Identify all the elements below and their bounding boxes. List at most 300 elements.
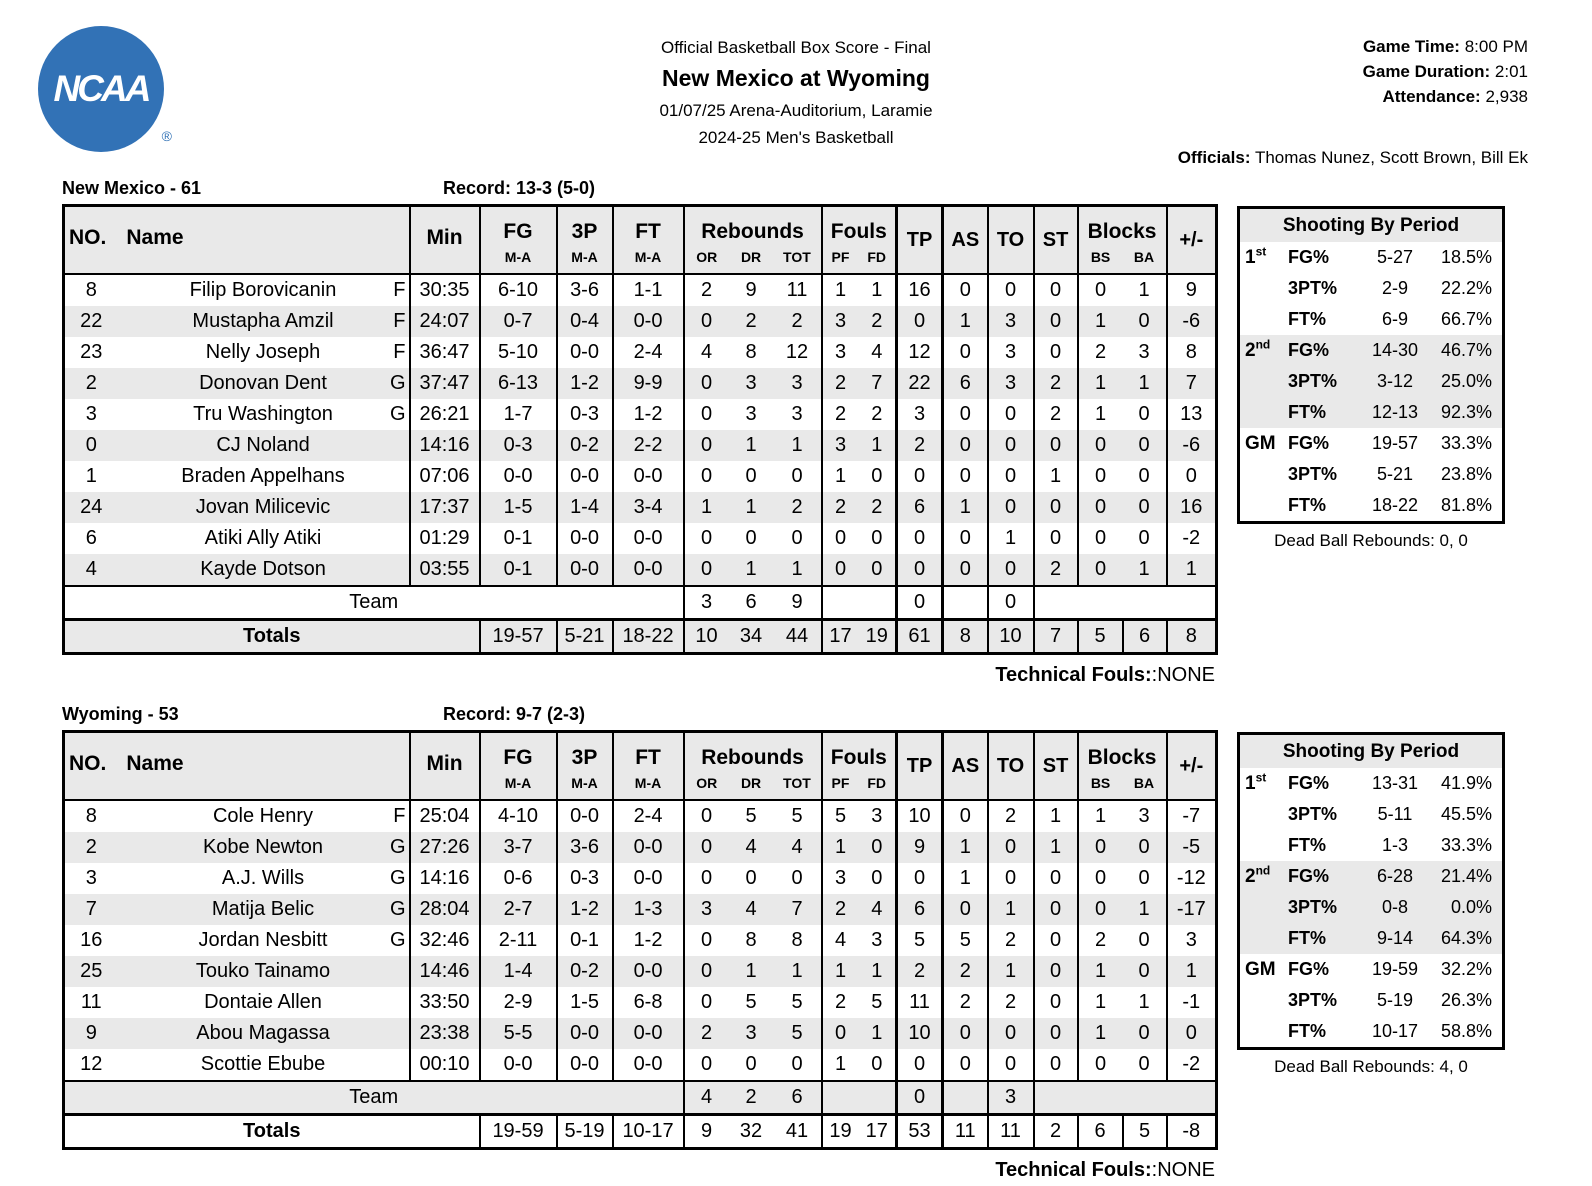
shooting-row — [1240, 459, 1502, 490]
threept-made-att: 0-3 — [557, 399, 613, 430]
threept-made-att: 0-2 — [557, 430, 613, 461]
dead-ball-rebounds: Dead Ball Rebounds: 4, 0 — [1274, 1057, 1468, 1076]
threept-made-att: 1-5 — [557, 987, 613, 1018]
player-number: 8 — [85, 279, 97, 301]
team-head — [62, 704, 1592, 730]
player-number: 3 — [85, 403, 97, 425]
totals-assists: 8 — [943, 620, 988, 654]
total-points: 9 — [897, 832, 943, 863]
team-turnovers: 0 — [988, 586, 1034, 620]
col-header-ft: FT M-A — [613, 732, 684, 801]
turnovers: 0 — [988, 1049, 1034, 1081]
total-points: 5 — [897, 925, 943, 956]
dead-ball-rebounds: Dead Ball Rebounds: 0, 0 — [1274, 531, 1468, 550]
col-header-as: AS — [943, 732, 988, 801]
minutes: 33:50 — [410, 987, 480, 1018]
assists: 0 — [943, 399, 988, 430]
totals-total-rebounds: 41 — [774, 1115, 822, 1149]
player-row — [64, 554, 1217, 586]
total-rebounds: 11 — [774, 274, 822, 306]
blocked-shots: 0 — [1078, 554, 1123, 586]
totals-def-rebounds: 34 — [729, 620, 774, 654]
shooting-row — [1240, 242, 1502, 273]
technical-fouls-line — [62, 664, 1215, 690]
total-rebounds: 5 — [774, 800, 822, 832]
def-rebounds: 0 — [745, 867, 757, 889]
shooting-percentage: 22.2% — [1440, 278, 1492, 298]
shooting-row — [1240, 768, 1502, 799]
player-position: G — [389, 836, 406, 858]
assists: 1 — [943, 832, 988, 863]
total-rebounds: 12 — [774, 337, 822, 368]
personal-fouls: 3 — [822, 306, 859, 337]
col-header-rebounds: Rebounds OR DR TOT — [684, 732, 822, 801]
fouls-drawn: 5 — [859, 987, 897, 1018]
def-rebounds: 1 — [729, 492, 774, 523]
fg-made-att: 2-11 — [480, 925, 557, 956]
shooting-stat-label: FT% — [1288, 1021, 1326, 1041]
blocked-shots: 1 — [1094, 991, 1107, 1013]
totals-ft: 18-22 — [613, 620, 684, 654]
off-rebounds: 3 — [684, 894, 729, 925]
ft-made-att: 1-3 — [613, 894, 684, 925]
fouls-drawn: 4 — [859, 337, 897, 368]
def-rebounds: 3 — [745, 403, 757, 425]
plus-minus: 3 — [1185, 929, 1197, 951]
shooting-made-att: 9-14 — [1376, 928, 1414, 948]
assists: 1 — [943, 492, 988, 523]
off-rebounds: 0 — [700, 465, 713, 487]
shooting-stat-label: FG% — [1288, 959, 1330, 979]
player-number: 2 — [64, 832, 118, 863]
player-number: 25 — [64, 956, 118, 987]
officials-line — [1178, 148, 1528, 168]
turnovers: 3 — [988, 368, 1034, 399]
total-points: 22 — [897, 368, 943, 399]
registered-mark: ® — [161, 128, 172, 144]
off-rebounds: 0 — [700, 805, 713, 827]
game-time-label: Game Time: — [1362, 37, 1460, 56]
shooting-row — [1240, 954, 1502, 985]
player-position: F — [393, 805, 406, 827]
totals-steals: 2 — [1034, 1115, 1078, 1149]
shooting-period-label — [1240, 892, 1288, 923]
shooting-stat-label: FG% — [1288, 773, 1330, 793]
player-row — [64, 800, 1217, 832]
minutes: 03:55 — [410, 554, 480, 586]
shooting-percentage: 66.7% — [1440, 309, 1492, 329]
total-points: 3 — [897, 399, 943, 430]
col-label-no: NO. — [69, 752, 107, 775]
game-time-line — [1363, 34, 1528, 59]
shooting-made-att: 12-13 — [1371, 402, 1419, 422]
shooting-made-att: 0-8 — [1381, 897, 1408, 917]
ft-made-att: 6-8 — [613, 987, 684, 1018]
blocks-against: 3 — [1123, 800, 1167, 832]
steals: 1 — [1034, 832, 1078, 863]
fg-made-att: 6-10 — [480, 274, 557, 306]
shooting-stat-label: 3PT% — [1288, 278, 1338, 298]
plus-minus: 0 — [1185, 465, 1197, 487]
player-position: F — [393, 341, 406, 363]
minutes: 14:46 — [410, 956, 480, 987]
player-row — [64, 274, 1217, 306]
col-header-to: TO — [988, 732, 1034, 801]
shooting-period-label — [1240, 366, 1288, 397]
blocks-against: 0 — [1123, 863, 1167, 894]
assists: 0 — [943, 523, 988, 554]
total-points: 6 — [897, 894, 943, 925]
blocked-shots: 1 — [1094, 403, 1107, 425]
ft-made-att: 0-0 — [613, 523, 684, 554]
fouls-drawn: 1 — [859, 274, 897, 306]
fg-made-att: 5-5 — [480, 1018, 557, 1049]
def-rebounds: 3 — [729, 1018, 774, 1049]
player-name: Abou Magassa — [118, 1018, 410, 1049]
totals-assists: 11 — [943, 1115, 988, 1149]
team-row-label: Team — [64, 586, 684, 620]
player-row — [64, 1049, 1217, 1081]
col-header-st: ST — [1034, 206, 1078, 275]
col-label-name: Name — [126, 226, 184, 249]
fouls-drawn: 3 — [859, 800, 897, 832]
blocked-shots: 1 — [1078, 368, 1123, 399]
total-rebounds: 5 — [774, 987, 822, 1018]
shooting-percentage: 32.2% — [1440, 959, 1492, 979]
team-record: Record: 9-7 (2-3) — [443, 704, 586, 724]
shooting-row — [1240, 490, 1502, 521]
off-rebounds: 0 — [684, 956, 729, 987]
steals: 0 — [1034, 274, 1078, 306]
team-total-rebounds: 6 — [774, 1081, 822, 1115]
blocked-shots: 2 — [1094, 929, 1107, 951]
ft-made-att: 0-0 — [613, 956, 684, 987]
personal-fouls: 3 — [834, 341, 847, 363]
player-row — [64, 306, 1217, 337]
player-name: Filip Borovicanin F — [118, 274, 410, 306]
fouls-drawn: 0 — [859, 1049, 897, 1081]
def-rebounds: 1 — [729, 430, 774, 461]
totals-row — [64, 1115, 1217, 1149]
totals-threept: 5-21 — [557, 620, 613, 654]
def-rebounds: 3 — [729, 368, 774, 399]
blocks-against: 1 — [1123, 274, 1167, 306]
game-duration-value: 2:01 — [1494, 62, 1528, 81]
threept-made-att: 0-2 — [557, 956, 613, 987]
fg-made-att: 1-5 — [480, 492, 557, 523]
shooting-stat-label: 3PT% — [1288, 804, 1338, 824]
threept-made-att: 0-0 — [557, 461, 613, 492]
minutes: 01:29 — [410, 523, 480, 554]
def-rebounds: 8 — [745, 341, 757, 363]
total-points: 0 — [897, 523, 943, 554]
shooting-made-att: 13-31 — [1371, 773, 1419, 793]
player-name: Mustapha Amzil F — [118, 306, 410, 337]
technical-fouls-label: Technical Fouls: — [995, 1159, 1152, 1181]
shooting-row — [1240, 335, 1502, 366]
shooting-period-label: 2nd — [1245, 337, 1271, 361]
shooting-made-att: 6-9 — [1381, 309, 1408, 329]
ft-made-att: 2-2 — [613, 430, 684, 461]
shooting-stat-label: FG% — [1288, 247, 1330, 267]
totals-turnovers: 10 — [988, 620, 1034, 654]
shooting-panel-title: Shooting By Period — [1240, 735, 1502, 768]
fg-made-att: 1-4 — [480, 956, 557, 987]
shooting-row — [1240, 830, 1502, 861]
player-name: Scottie Ebube — [118, 1049, 410, 1081]
steals: 0 — [1034, 925, 1078, 956]
team-record: Record: 13-3 (5-0) — [443, 178, 596, 198]
team-points: 0 — [897, 1081, 943, 1115]
shooting-stat-label: FG% — [1288, 433, 1330, 453]
fg-made-att: 2-9 — [480, 987, 557, 1018]
blocked-shots: 1 — [1094, 805, 1107, 827]
personal-fouls: 3 — [822, 430, 859, 461]
col-header-blocks: Blocks BS BA — [1078, 732, 1167, 801]
player-number: 0 — [64, 430, 118, 461]
off-rebounds: 0 — [700, 991, 713, 1013]
minutes: 26:21 — [410, 399, 480, 430]
steals: 0 — [1034, 894, 1078, 925]
fg-made-att: 0-0 — [480, 1049, 557, 1081]
off-rebounds: 4 — [700, 341, 713, 363]
totals-points: 53 — [897, 1115, 943, 1149]
off-rebounds: 0 — [700, 527, 713, 549]
off-rebounds: 0 — [684, 368, 729, 399]
shooting-stat-label: FG% — [1288, 866, 1330, 886]
totals-blocked-shots: 6 — [1078, 1115, 1123, 1149]
total-points: 0 — [897, 461, 943, 492]
steals: 0 — [1034, 492, 1078, 523]
steals: 2 — [1034, 554, 1078, 586]
turnovers: 0 — [988, 554, 1034, 586]
fg-made-att: 0-0 — [480, 461, 557, 492]
totals-turnovers: 11 — [988, 1115, 1034, 1149]
total-points: 12 — [897, 337, 943, 368]
col-header-no-name — [64, 732, 410, 801]
personal-fouls: 1 — [834, 465, 847, 487]
player-row — [64, 1018, 1217, 1049]
fouls-drawn: 2 — [859, 492, 897, 523]
plus-minus: -5 — [1167, 832, 1217, 863]
fouls-drawn: 1 — [859, 1018, 897, 1049]
assists: 0 — [943, 554, 988, 586]
shooting-period-label — [1240, 459, 1288, 490]
turnovers: 2 — [988, 800, 1034, 832]
plus-minus: -12 — [1176, 867, 1206, 889]
assists: 0 — [943, 274, 988, 306]
blocks-against: 0 — [1123, 523, 1167, 554]
steals: 0 — [1034, 863, 1078, 894]
shooting-row — [1240, 397, 1502, 428]
assists: 1 — [943, 863, 988, 894]
team-section-wyoming — [62, 704, 1592, 1185]
ft-made-att: 2-4 — [613, 800, 684, 832]
turnovers: 0 — [988, 863, 1034, 894]
col-header-plus-minus: +/- — [1167, 206, 1217, 275]
column-header-row — [64, 732, 1217, 801]
totals-row — [64, 620, 1217, 654]
off-rebounds: 0 — [700, 867, 713, 889]
player-row — [64, 368, 1217, 399]
player-row — [64, 461, 1217, 492]
fg-made-att: 0-6 — [480, 863, 557, 894]
shooting-row — [1240, 366, 1502, 397]
steals: 0 — [1034, 306, 1078, 337]
total-rebounds: 1 — [774, 430, 822, 461]
officials-label: Officials: — [1177, 148, 1251, 167]
steals: 0 — [1034, 430, 1078, 461]
steals: 0 — [1034, 337, 1078, 368]
plus-minus: -6 — [1167, 430, 1217, 461]
turnovers: 0 — [988, 274, 1034, 306]
technical-fouls-line — [62, 1159, 1215, 1185]
shooting-percentage: 92.3% — [1440, 402, 1492, 422]
totals-off-rebounds: 10 — [684, 620, 729, 654]
personal-fouls: 5 — [834, 805, 847, 827]
total-rebounds: 4 — [774, 832, 822, 863]
def-rebounds: 4 — [729, 832, 774, 863]
player-name: Kayde Dotson — [118, 554, 410, 586]
shooting-row — [1240, 923, 1502, 954]
game-duration-label: Game Duration: — [1362, 62, 1491, 81]
blocks-against: 0 — [1123, 1049, 1167, 1081]
off-rebounds: 0 — [684, 554, 729, 586]
team-name-score: Wyoming - 53 — [62, 704, 179, 724]
shooting-stat-label: FT% — [1288, 928, 1326, 948]
def-rebounds: 2 — [729, 306, 774, 337]
threept-made-att: 0-0 — [557, 1049, 613, 1081]
total-points: 0 — [897, 863, 943, 894]
shooting-stat-label: 3PT% — [1288, 464, 1338, 484]
shooting-made-att: 5-21 — [1376, 464, 1414, 484]
personal-fouls: 3 — [834, 867, 847, 889]
player-position: G — [389, 372, 406, 394]
technical-fouls-value: :NONE — [1151, 664, 1215, 686]
shooting-row — [1240, 1016, 1502, 1047]
blocked-shots: 1 — [1078, 306, 1123, 337]
shooting-percentage: 33.3% — [1440, 433, 1492, 453]
attendance-value: 2,938 — [1485, 87, 1528, 106]
blocks-against: 0 — [1123, 306, 1167, 337]
assists: 0 — [943, 1049, 988, 1081]
plus-minus: -6 — [1167, 306, 1217, 337]
shooting-panel-title: Shooting By Period — [1240, 209, 1502, 242]
total-rebounds: 2 — [774, 306, 822, 337]
totals-threept: 5-19 — [557, 1115, 613, 1149]
player-number: 11 — [80, 991, 102, 1013]
shooting-percentage: 33.3% — [1440, 835, 1492, 855]
threept-made-att: 0-4 — [557, 306, 613, 337]
col-header-no-name — [64, 206, 410, 275]
player-name: Tru Washington G — [118, 399, 410, 430]
player-number: 24 — [64, 492, 118, 523]
player-number: 16 — [80, 929, 103, 951]
shooting-stat-label: 3PT% — [1288, 990, 1338, 1010]
shooting-stat-label: FG% — [1288, 340, 1330, 360]
col-header-fg: FG M-A — [480, 732, 557, 801]
plus-minus: -1 — [1182, 991, 1201, 1013]
team-head — [62, 178, 1592, 204]
threept-made-att: 0-0 — [557, 800, 613, 832]
total-points: 16 — [897, 274, 943, 306]
plus-minus: 8 — [1185, 341, 1197, 363]
fouls-drawn: 4 — [859, 894, 897, 925]
shooting-period-label — [1240, 397, 1288, 428]
personal-fouls: 1 — [822, 832, 859, 863]
player-name: Atiki Ally Atiki — [118, 523, 410, 554]
team-fouls-empty — [822, 586, 897, 620]
steals: 0 — [1034, 1018, 1078, 1049]
threept-made-att: 1-2 — [557, 894, 613, 925]
assists: 0 — [943, 894, 988, 925]
team-trailing-empty — [1034, 1081, 1217, 1115]
col-header-as: AS — [943, 206, 988, 275]
threept-made-att: 0-0 — [557, 554, 613, 586]
player-row — [64, 337, 1217, 368]
minutes: 00:10 — [410, 1049, 480, 1081]
turnovers: 3 — [988, 306, 1034, 337]
shooting-made-att: 18-22 — [1371, 495, 1419, 515]
fg-made-att: 4-10 — [480, 800, 557, 832]
blocks-against: 0 — [1123, 1018, 1167, 1049]
plus-minus: 7 — [1167, 368, 1217, 399]
player-position: G — [389, 867, 406, 889]
off-rebounds: 0 — [700, 929, 713, 951]
shooting-made-att: 5-11 — [1377, 804, 1413, 824]
def-rebounds: 0 — [745, 1053, 757, 1075]
box-score-table — [62, 204, 1218, 655]
player-row — [64, 925, 1217, 956]
shooting-percentage: 45.5% — [1440, 804, 1492, 824]
personal-fouls: 1 — [822, 956, 859, 987]
doc-type: Official Basketball Box Score - Final — [661, 38, 931, 57]
turnovers: 1 — [988, 523, 1034, 554]
team-assists-empty — [943, 1081, 988, 1115]
game-duration-line — [1363, 59, 1528, 84]
totals-points: 61 — [897, 620, 943, 654]
total-points: 0 — [897, 306, 943, 337]
turnovers: 0 — [988, 1018, 1034, 1049]
totals-plus-minus: -8 — [1167, 1115, 1217, 1149]
shooting-period-label: GM — [1245, 433, 1276, 454]
minutes: 07:06 — [410, 461, 480, 492]
steals: 0 — [1034, 523, 1078, 554]
assists: 1 — [943, 306, 988, 337]
assists: 0 — [943, 337, 988, 368]
total-rebounds: 0 — [774, 523, 822, 554]
threept-made-att: 0-1 — [557, 925, 613, 956]
page-header — [0, 0, 1592, 172]
personal-fouls: 0 — [834, 527, 847, 549]
assists: 0 — [943, 461, 988, 492]
blocks-against: 1 — [1123, 894, 1167, 925]
game-title-block — [0, 38, 1592, 148]
assists: 0 — [943, 1018, 988, 1049]
fouls-drawn: 0 — [859, 832, 897, 863]
shooting-percentage: 81.8% — [1440, 495, 1492, 515]
ft-made-att: 1-2 — [613, 925, 684, 956]
shooting-percentage: 0.0% — [1450, 897, 1492, 917]
shooting-period-label: GM — [1245, 959, 1276, 980]
def-rebounds: 5 — [745, 805, 757, 827]
fouls-drawn: 1 — [859, 956, 897, 987]
steals: 2 — [1034, 399, 1078, 430]
blocked-shots: 0 — [1078, 492, 1123, 523]
officials-names: Thomas Nunez, Scott Brown, Bill Ek — [1254, 148, 1528, 167]
team-rebounds-row — [64, 1081, 1217, 1115]
fouls-drawn: 0 — [859, 554, 897, 586]
